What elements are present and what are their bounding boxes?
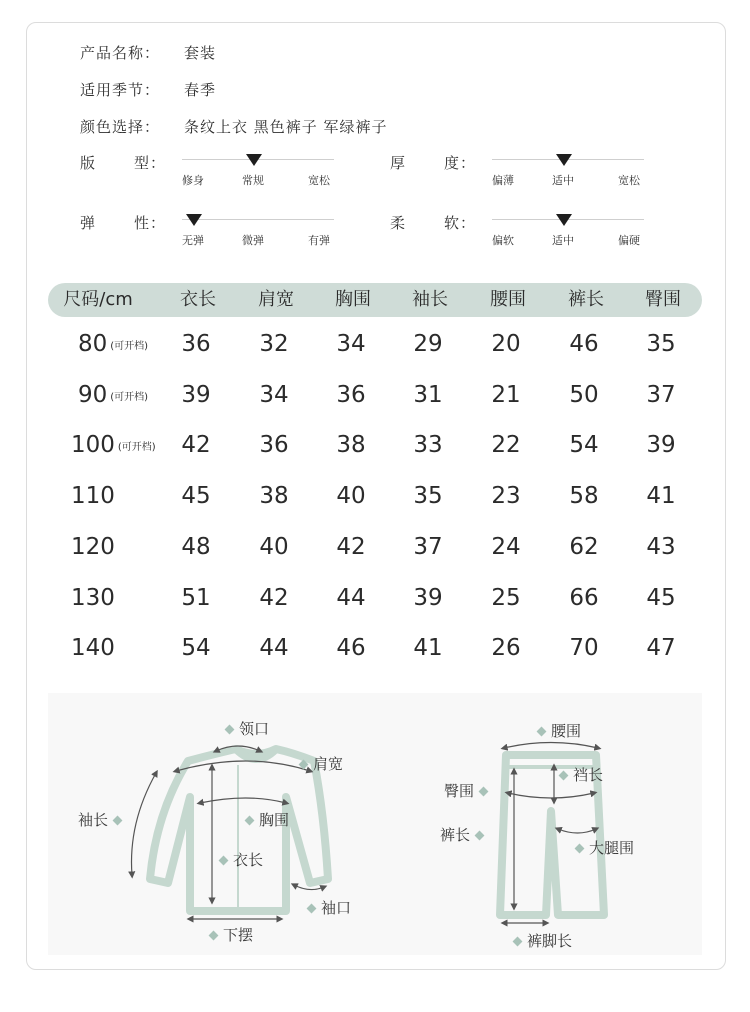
scale-tick: 修身 — [182, 174, 204, 187]
table-cell: 36 — [336, 381, 366, 408]
waist-label: 腰围 — [538, 720, 581, 741]
scale-marker-icon — [556, 154, 572, 166]
thigh-label: 大腿围 — [576, 837, 634, 858]
table-cell: 34 — [336, 331, 366, 357]
scale-label: 柔 — [390, 214, 406, 232]
scale-colon: ： — [460, 154, 476, 172]
size-cell: 140 — [71, 635, 115, 662]
table-cell: 33 — [413, 432, 443, 459]
table-cell: 44 — [259, 635, 289, 662]
table-header-cell: 衣长 — [180, 289, 216, 310]
scale-label: 厚 — [390, 154, 406, 172]
product-name-label: 产品名称： — [80, 44, 161, 62]
table-cell: 35 — [646, 331, 676, 357]
table-cell: 51 — [181, 584, 211, 611]
pants-length-label: 裤长 — [440, 824, 483, 845]
table-cell: 21 — [491, 381, 521, 408]
scale-tick: 偏软 — [492, 234, 514, 247]
table-cell: 34 — [259, 381, 289, 408]
table-cell: 46 — [336, 635, 366, 662]
size-cell: 80 (可开档) — [78, 331, 149, 357]
hem-label: 下摆 — [210, 924, 253, 945]
table-cell: 40 — [259, 533, 289, 560]
scale-colon: ： — [150, 154, 166, 172]
rise-label: 裆长 — [560, 764, 603, 785]
table-cell: 41 — [413, 635, 443, 662]
size-cell: 120 — [71, 533, 115, 560]
scale-tick: 偏薄 — [492, 174, 514, 187]
size-cell: 90 (可开档) — [78, 381, 149, 408]
sleeve-label: 袖长 — [78, 809, 121, 830]
table-header-cell: 袖长 — [412, 289, 448, 310]
season-label: 适用季节： — [80, 81, 161, 99]
table-header-cell: 尺码/cm — [63, 289, 133, 310]
table-header-cell: 腰围 — [490, 289, 526, 310]
scale-label: 型 — [134, 154, 150, 172]
table-cell: 70 — [569, 635, 599, 662]
table-cell: 32 — [259, 331, 289, 357]
diamond-icon — [113, 816, 123, 826]
hip-label: 臀围 — [444, 780, 487, 801]
table-cell: 37 — [413, 533, 443, 560]
diamond-icon — [475, 831, 485, 841]
scale-tick: 常规 — [242, 174, 264, 187]
table-cell: 23 — [491, 483, 521, 510]
season-row — [80, 79, 217, 100]
scale-marker-icon — [556, 214, 572, 226]
scale-tick: 偏硬 — [618, 234, 640, 247]
measurement-diagram — [48, 693, 702, 955]
table-cell: 39 — [413, 584, 443, 611]
table-cell: 29 — [413, 331, 443, 357]
scale-label: 弹 — [80, 214, 96, 232]
table-cell: 58 — [569, 483, 599, 510]
scale-marker-icon — [246, 154, 262, 166]
scale-label: 度 — [444, 154, 460, 172]
table-cell: 20 — [491, 331, 521, 357]
table-cell: 46 — [569, 331, 599, 357]
table-cell: 24 — [491, 533, 521, 560]
shoulder-label: 肩宽 — [300, 753, 343, 774]
product-name-value: 套装 — [184, 44, 217, 62]
scale-tick: 无弹 — [182, 234, 204, 247]
table-cell: 36 — [181, 331, 211, 357]
table-cell: 39 — [181, 381, 211, 408]
table-cell: 38 — [336, 432, 366, 459]
scale-label: 版 — [80, 154, 96, 172]
table-cell: 43 — [646, 533, 676, 560]
garment-illustration — [48, 693, 702, 955]
table-cell: 45 — [646, 584, 676, 611]
scale-track — [182, 219, 334, 220]
chest-label: 胸围 — [246, 809, 289, 830]
cuff-label: 袖口 — [308, 897, 351, 918]
table-cell: 31 — [413, 381, 443, 408]
diamond-icon — [225, 725, 235, 735]
table-cell: 42 — [336, 533, 366, 560]
diamond-icon — [307, 904, 317, 914]
size-cell: 130 — [71, 584, 115, 611]
table-cell: 47 — [646, 635, 676, 662]
length-label: 衣长 — [220, 849, 263, 870]
table-cell: 35 — [413, 483, 443, 510]
diamond-icon — [559, 771, 569, 781]
diamond-icon — [537, 727, 547, 737]
table-cell: 40 — [336, 483, 366, 510]
product-name-row — [80, 42, 217, 63]
scale-colon: ： — [150, 214, 166, 232]
size-cell: 110 — [71, 483, 115, 510]
scale-colon: ： — [460, 214, 476, 232]
table-cell: 50 — [569, 381, 599, 408]
table-cell: 26 — [491, 635, 521, 662]
table-header-cell: 肩宽 — [258, 289, 294, 310]
color-value: 条纹上衣 黑色裤子 军绿裤子 — [184, 118, 388, 136]
table-cell: 39 — [646, 432, 676, 459]
diamond-icon — [209, 931, 219, 941]
diamond-icon — [575, 844, 585, 854]
scale-tick: 适中 — [552, 174, 574, 187]
scale-marker-icon — [186, 214, 202, 226]
leg-opening-label: 裤脚长 — [514, 930, 572, 951]
size-cell: 100 (可开档) — [71, 432, 156, 459]
table-cell: 42 — [259, 584, 289, 611]
diamond-icon — [299, 760, 309, 770]
table-cell: 44 — [336, 584, 366, 611]
table-cell: 41 — [646, 483, 676, 510]
table-header-cell: 胸围 — [335, 289, 371, 310]
scale-tick: 宽松 — [308, 174, 330, 187]
table-cell: 36 — [259, 432, 289, 459]
diamond-icon — [479, 787, 489, 797]
scale-tick: 有弹 — [308, 234, 330, 247]
scale-tick: 适中 — [552, 234, 574, 247]
table-cell: 45 — [181, 483, 211, 510]
scale-tick: 宽松 — [618, 174, 640, 187]
table-cell: 25 — [491, 584, 521, 611]
table-cell: 54 — [569, 432, 599, 459]
color-row — [80, 116, 388, 137]
table-cell: 54 — [181, 635, 211, 662]
scale-tick: 微弹 — [242, 234, 264, 247]
diamond-icon — [219, 856, 229, 866]
table-cell: 62 — [569, 533, 599, 560]
table-cell: 22 — [491, 432, 521, 459]
table-header-cell: 裤长 — [568, 289, 604, 310]
table-cell: 66 — [569, 584, 599, 611]
table-cell: 42 — [181, 432, 211, 459]
table-cell: 37 — [646, 381, 676, 408]
table-cell: 48 — [181, 533, 211, 560]
table-cell: 38 — [259, 483, 289, 510]
table-header-cell: 臀围 — [645, 289, 681, 310]
scale-label: 软 — [444, 214, 460, 232]
collar-label: 领口 — [226, 718, 269, 739]
scale-label: 性 — [134, 214, 150, 232]
season-value: 春季 — [184, 81, 217, 99]
diamond-icon — [513, 937, 523, 947]
diamond-icon — [245, 816, 255, 826]
color-label: 颜色选择： — [80, 118, 161, 136]
